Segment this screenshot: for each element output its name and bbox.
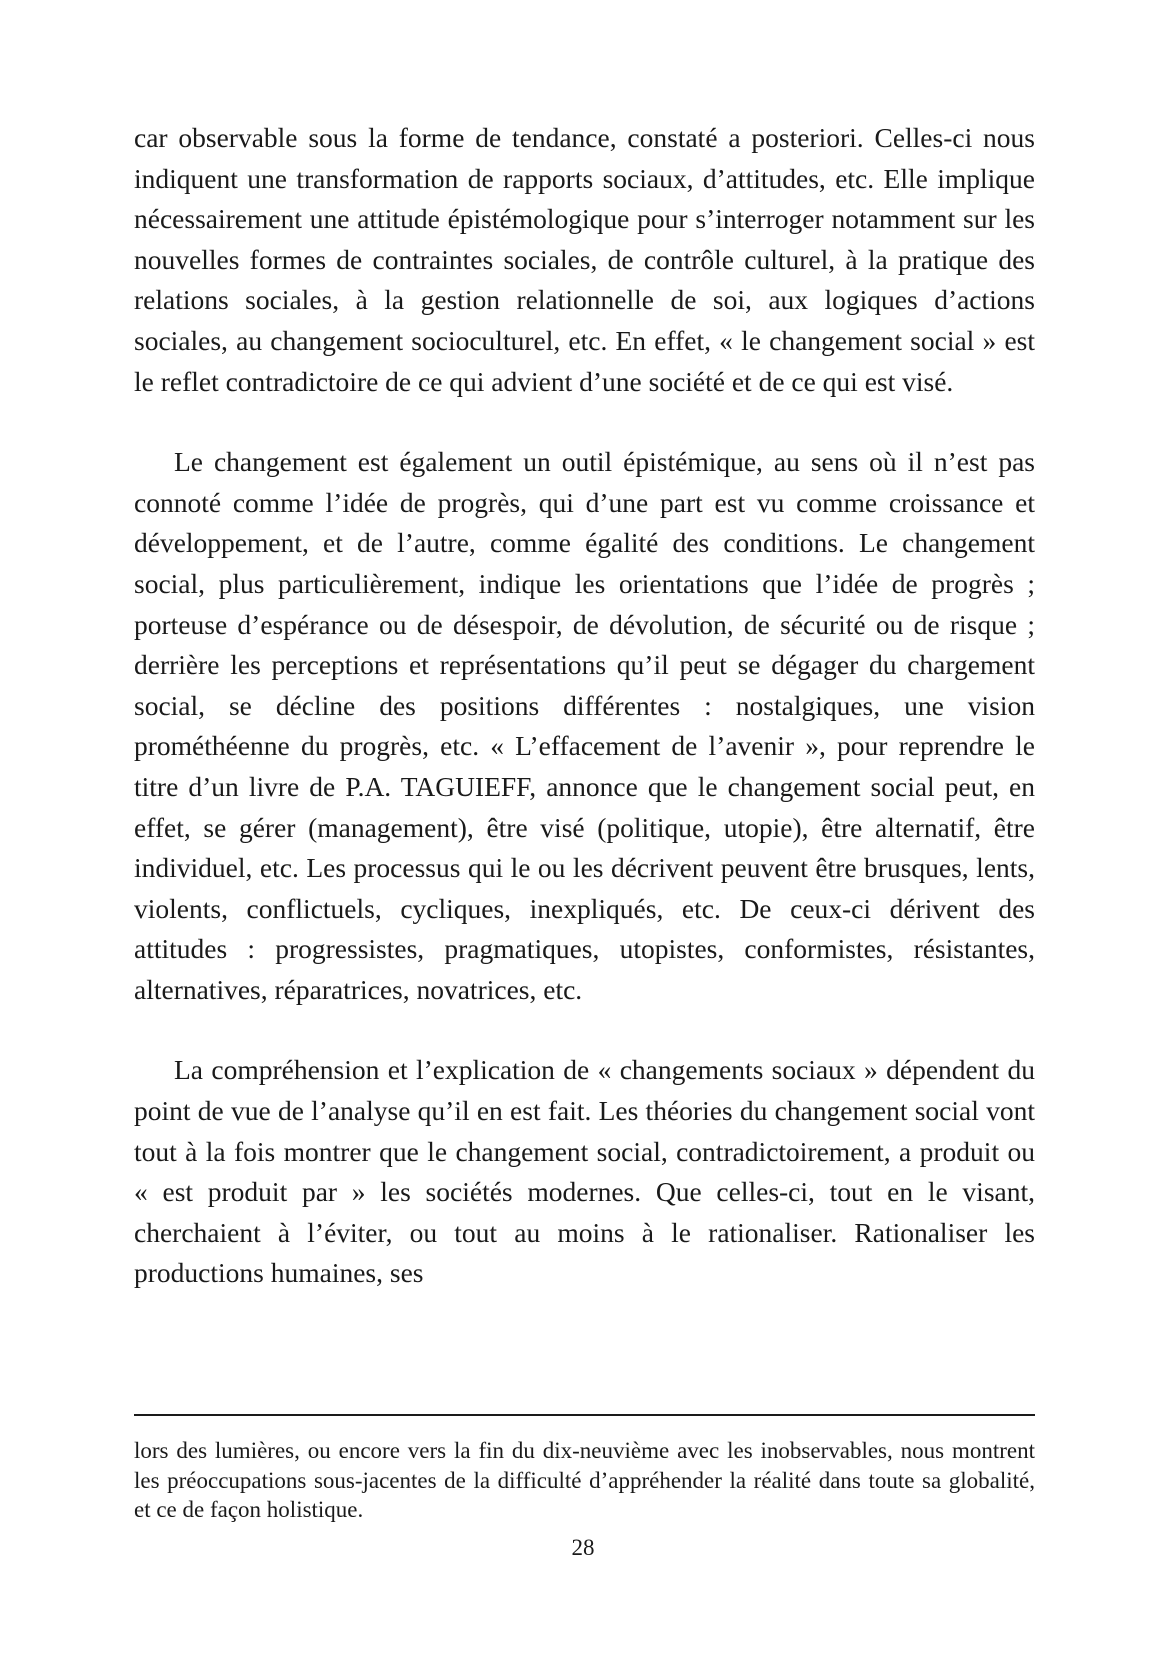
page-number: 28 [571, 1535, 595, 1560]
paragraph-1: car observable sous la forme de tendance, constaté a posteriori. Celles-ci nous indiquent une transformation de rapports sociaux, d’attitudes, etc. Elle implique nécessairement une attitude épistémologique pour s’interroger notamment sur les nouvelles formes de contraintes sociales, de contrôle culturel, à la pratique des relations sociales, à la gestion relationnelle de soi, aux logiques d’actions sociales, au changement socioculturel, etc. En effet, « le changement social » est le reflet contradictoire de ce qui advient d’une société et de ce qui est visé. [134, 122, 1035, 397]
main-text [134, 118, 1035, 1294]
paragraph-3: La compréhension et l’explication de « changements sociaux » dépendent du point de vue de l’analyse qu’il en est fait. Les théories du changement social vont tout à la fois montrer que le changement social, contradictoirement, a produit ou « est produit par » les sociétés modernes. Que celles-ci, tout en le visant, cherchaient à l’éviter, ou tout au moins à le rationaliser. Rationaliser les productions humaines, ses [134, 1054, 1035, 1289]
footnote-separator [134, 1414, 1035, 1416]
paragraph-2: Le changement est également un outil épistémique, au sens où il n’est pas connoté comme l’idée de progrès, qui d’une part est vu comme croissance et développement, et de l’autre, comme égalité des conditions. Le changement social, plus particulièrement, indique les orientations que l’idée de progrès ; porteuse d’espérance ou de désespoir, de dévolution, de sécurité ou de risque ; derrière les perceptions et représentations qu’il peut se dégager du chargement social, se décline des positions différentes : nostalgiques, une vision prométhéenne du progrès, etc. « L’effacement de l’avenir », pour reprendre le titre d’un livre de P.A. TAGUIEFF, annonce que le changement social peut, en effet, se gérer (management), être visé (politique, utopie), être alternatif, être individuel, etc. Les processus qui le ou les décrivent peuvent être brusques, lents, violents, conflictuels, cycliques, inexpliqués, etc. De ceux-ci dérivent des attitudes : progressistes, pragmatiques, utopistes, conformistes, résistantes, alternatives, réparatrices, novatrices, etc. [134, 446, 1035, 1005]
footnote-text: lors des lumières, ou encore vers la fin du dix-neuvième avec les inobservables, nous montrent les préoccupations sous-jacentes de la difficulté d’appréhender la réalité dans toute sa globalité, et ce de façon holistique. [134, 1438, 1035, 1522]
